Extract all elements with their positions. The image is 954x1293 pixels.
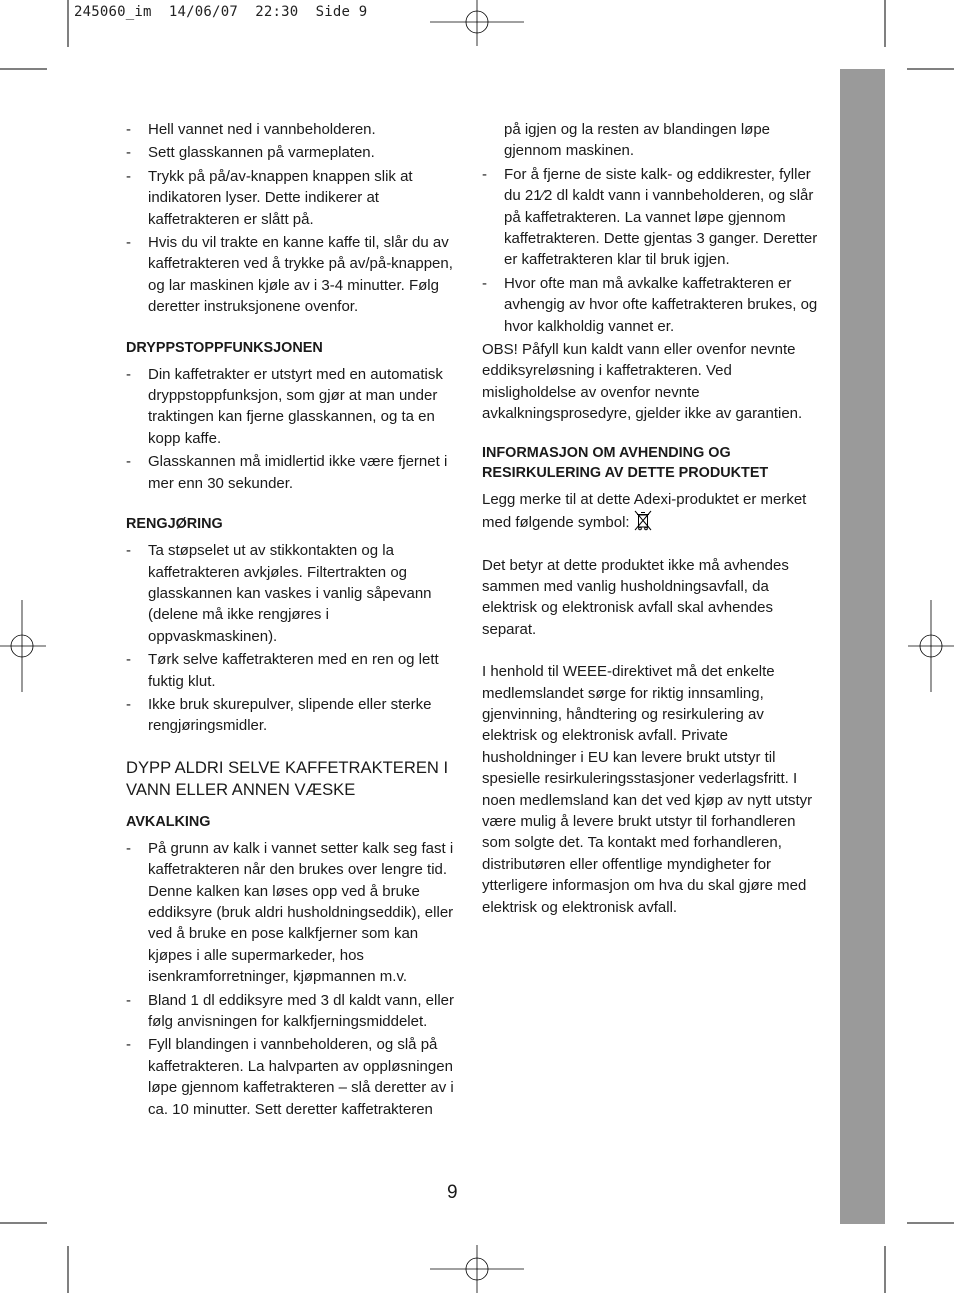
list-item: - Ta støpselet ut av stikkontakten og la kaffetrakteren avkjøles. Filtertrakten og glasskannen kan vaskes i vanlig såpevann (delene må ikke rengjøres i oppvaskmaskinen). — [126, 542, 432, 645]
list-item: - Sett glasskannen på varmeplaten. — [126, 144, 375, 162]
left-column — [126, 119, 462, 1122]
print-slug: 245060_im 14/06/07 22:30 Side 9 — [74, 4, 368, 20]
list-item: - Hell vannet ned i vannbeholderen. — [126, 121, 376, 138]
warning-heading: DYPP ALDRI SELVE KAFFETRAKTEREN I VANN ELLER ANNEN VÆSKE — [126, 757, 449, 800]
registration-mark-bottom — [430, 1245, 524, 1293]
info-paragraph: Det betyr at dette produktet ikke må avhendes sammen med vanlig husholdningsavfall, da elektrisk og elektronisk avfall skal avhendes separat. — [482, 556, 789, 638]
section-heading-avkalking: AVKALKING — [126, 813, 211, 830]
list-item: - Bland 1 dl eddiksyre med 3 dl kaldt vann, eller følg anvisningen for kalkfjerningsmiddelet. — [126, 991, 455, 1030]
list-item: - Hvor ofte man må avkalke kaffetrakteren er avhengig av hvor ofte kaffetrakteren brukes, og hvor kalkholdig vannet er. — [482, 274, 818, 335]
section-heading-rengjoring: RENGJØRING — [126, 516, 223, 533]
registration-mark-top — [430, 0, 524, 46]
gray-side-tab — [840, 69, 885, 1224]
list-item: - For å fjerne de siste kalk- og eddikrester, fyller du 21⁄2 dl kaldt vann i vannbeholderen, og slår på kaffetrakteren. La vannet løpe gjennom kaffetrakteren. Dette gjentas 3 ganger. Deretter er kaffetrakteren klar til bruk igjen. — [482, 165, 818, 269]
obs-note: OBS! Påfyll kun kaldt vann eller ovenfor nevnte eddiksyreløsning i kaffetrakteren. Ved misligholdelse av ovenfor nevnte avkalkningsprosedyre, gjelder ikke av garantien. — [482, 341, 803, 423]
list-item: - Din kaffetrakter er utstyrt med en automatisk dryppstoppfunksjon, som gjør at man under traktingen kan fjerne glasskannen, og ta en kopp kaffe. — [126, 365, 443, 447]
info-paragraph: I henhold til WEEE-direktivet må det enkelte medlemslandet sørge for riktig innsamling, gjenvinning, håndtering og resirkulering av elektrisk og elektronisk avfall. Private husholdninger i EU kan levere brukt utstyr til spesielle resirkuleringsstasjoner vederlagsfritt. I noen medlemsland kan det ved kjøp av nytt utstyr være mulig å levere brukt utstyr til forhandleren som solgte det. Ta kontakt med forhandleren, distributøren eller offentlige myndigheter for ytterligere informasjon om hva du skal gjøre med elektrisk og elektronisk avfall. — [482, 663, 813, 916]
registration-mark-left — [0, 600, 46, 692]
section-heading-drypp: DRYPPSTOPPFUNKSJONEN — [126, 339, 323, 356]
continuation-text: på igjen og la resten av blandingen løpe gjennom maskinen. — [504, 121, 771, 160]
list-item: - Hvis du vil trakte en kanne kaffe til, slår du av kaffetrakteren ved å trykke på av/på-knappen, og lar maskinen kjøle av i 3-4 minutter. Følg deretter instruksjonene ovenfor. — [126, 234, 453, 316]
section-heading-info: INFORMASJON OM AVHENDING OG RESIRKULERING AV DETTE PRODUKTET — [482, 444, 769, 481]
list-item: - Ikke bruk skurepulver, slipende eller sterke rengjøringsmidler. — [126, 695, 432, 735]
info-paragraph-symbol: Legg merke til at dette Adexi-produktet er merket med følgende symbol: — [482, 490, 807, 532]
weee-bin-icon — [634, 510, 652, 532]
right-column — [482, 119, 820, 918]
registration-mark-right — [908, 600, 954, 692]
list-item: - Glasskannen må imidlertid ikke være fjernet i mer enn 30 sekunder. — [126, 453, 448, 492]
page-number: 9 — [447, 1182, 458, 1203]
list-item: - Trykk på på/av-knappen knappen slik at indikatoren lyser. Dette indikerer at kaffetrakteren er slått på. — [126, 167, 413, 228]
list-item: - Fyll blandingen i vannbeholderen, og slå på kaffetrakteren. La halvparten av oppløsningen løpe gjennom kaffetrakteren – slå deretter av i ca. 10 minutter. Sett deretter kaffetrakteren — [126, 1036, 454, 1118]
list-item: - Tørk selve kaffetrakteren med en ren og lett fuktig klut. — [126, 651, 439, 690]
list-item: - På grunn av kalk i vannet setter kalk seg fast i kaffetrakteren når den brukes over lengre tid. Denne kalken kan løses opp ved å bruke eddiksyre (bruk aldri husholdningseddik), eller ved å bruke en pose kalkfjerner som kan kjøpes i alle supermarkeder, hos isenkramforretninger, kjøpmannen m.v. — [126, 839, 454, 986]
